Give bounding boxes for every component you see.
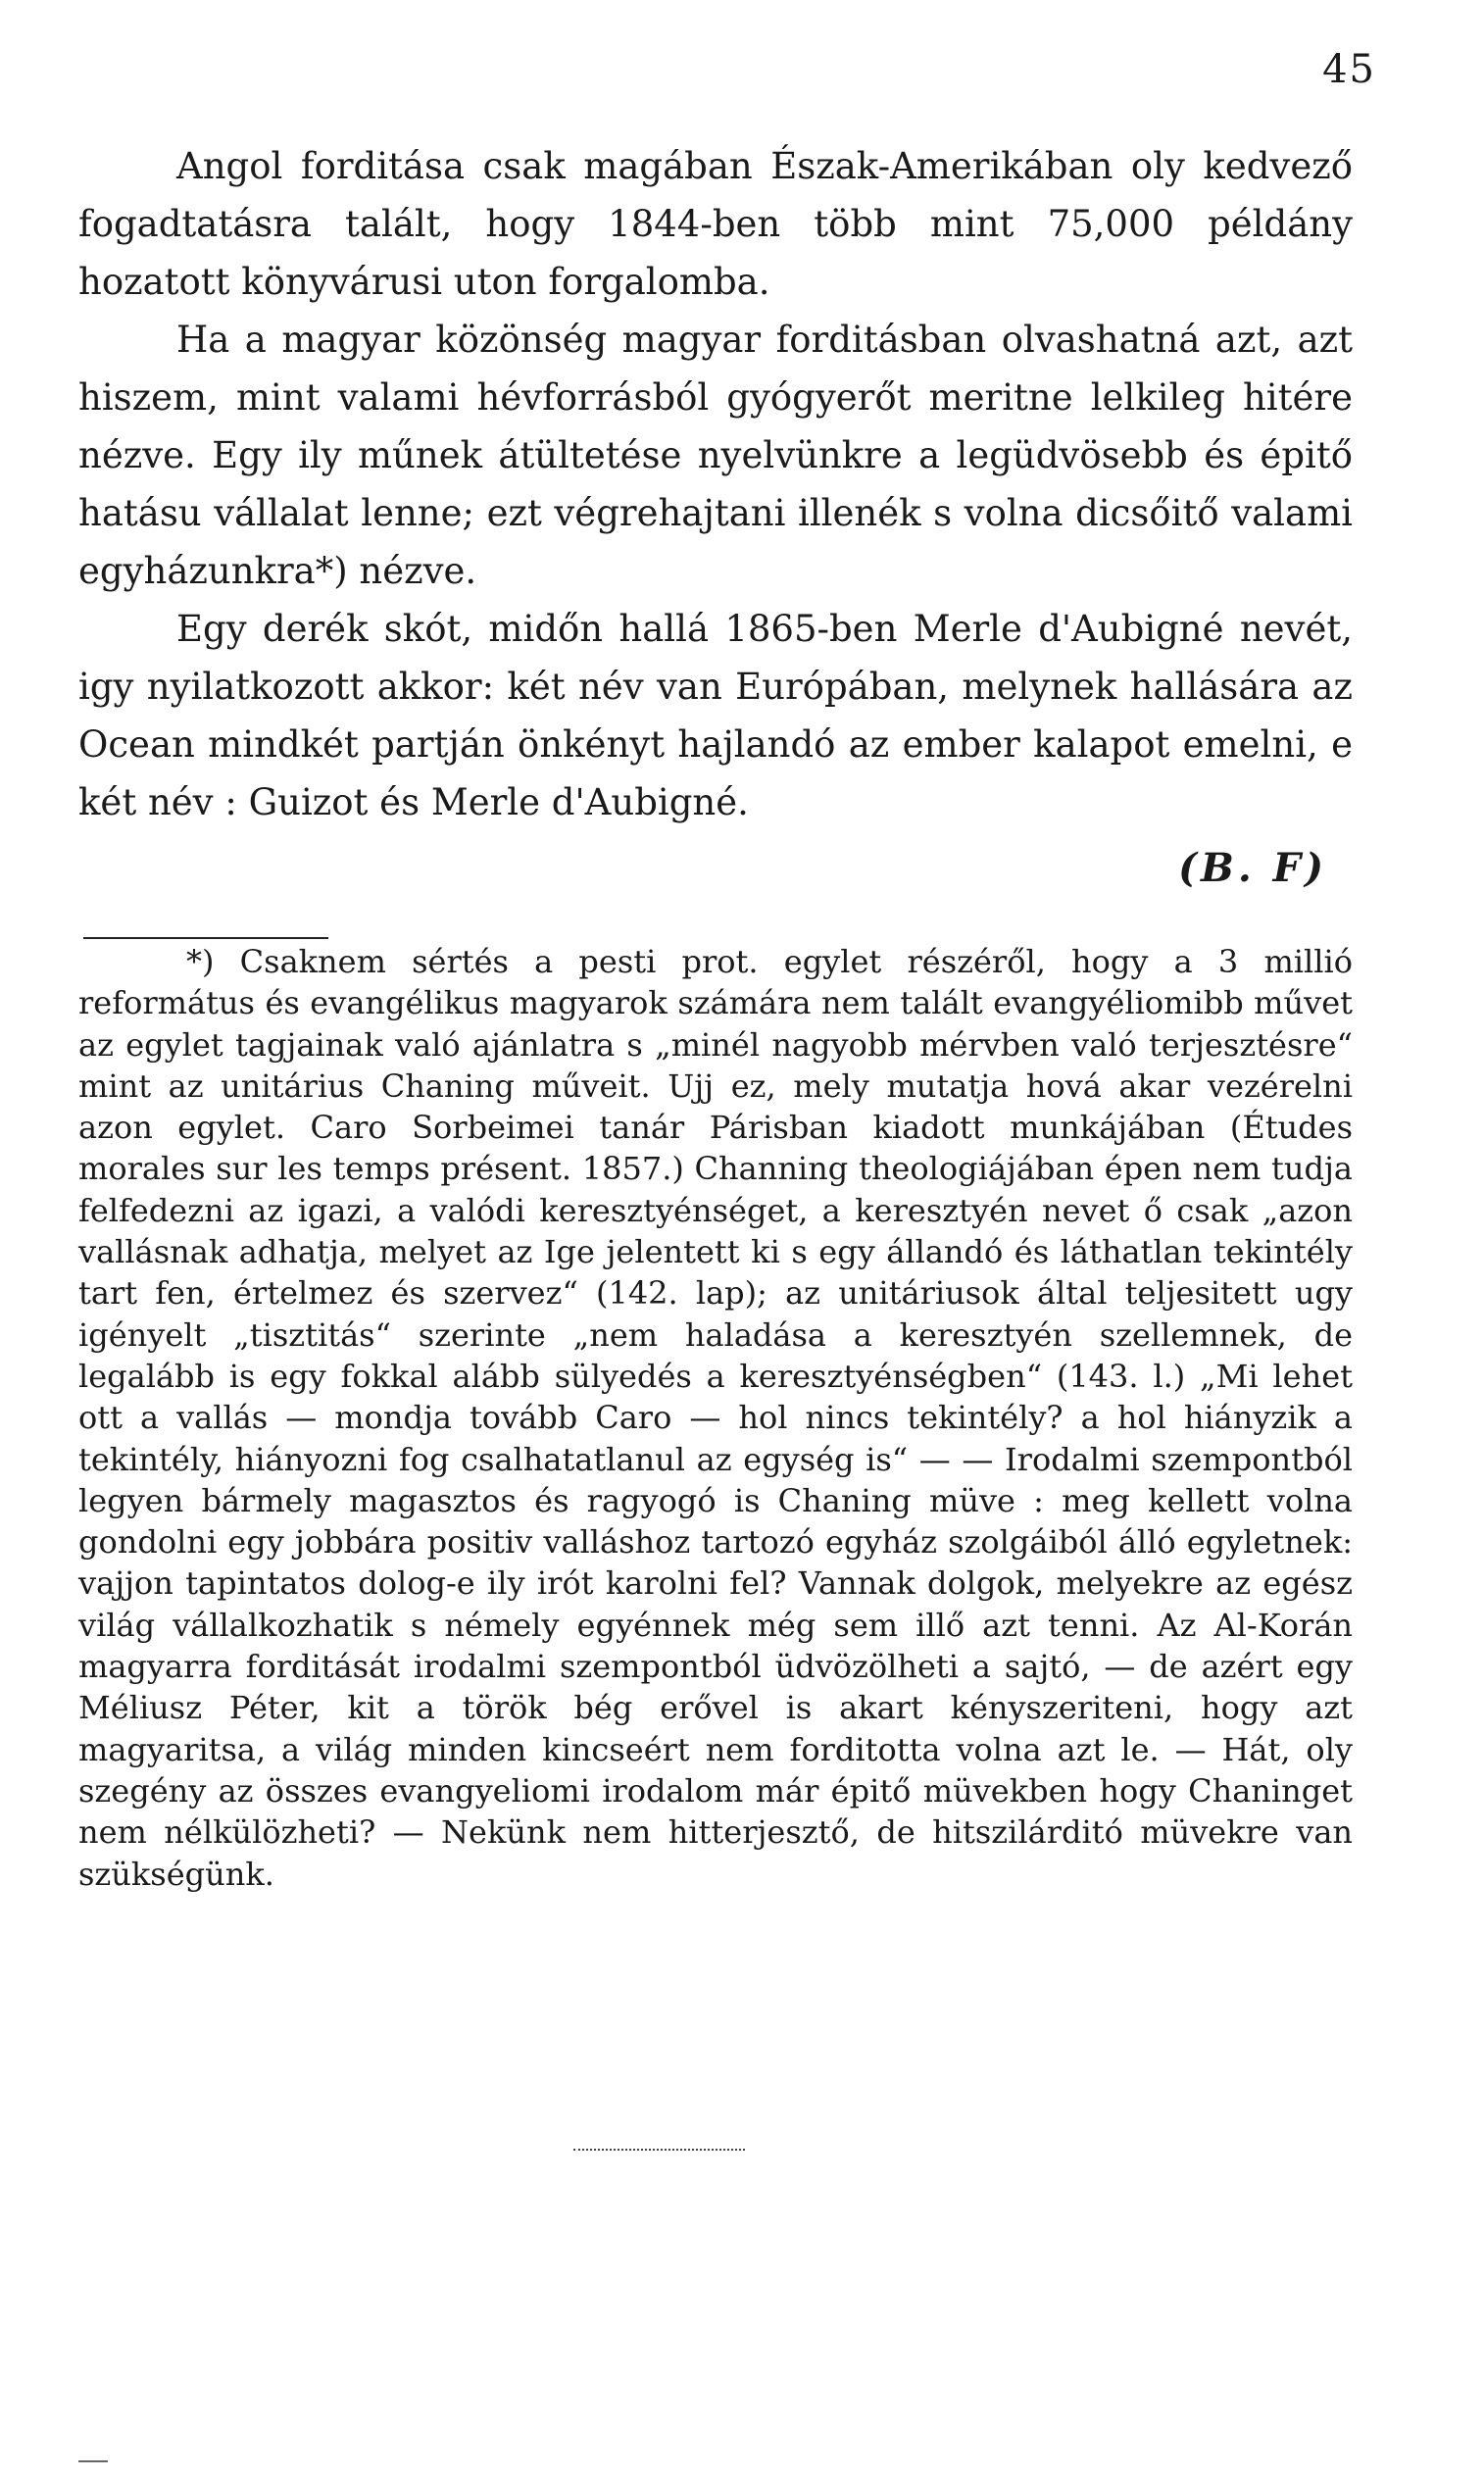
edge-mark (78, 2460, 108, 2462)
body-paragraph: Egy derék skót, midőn hallá 1865-ben Merle d'Aubigné nevét, igy nyilatkozott akkor: két név van Európában, melynek hallására az Ocean mindkét partján önkényt hajlandó az ember kalapot emelni, e két név : Guizot és Merle d'Aubigné. (78, 608, 1353, 823)
body-paragraph: Angol forditása csak magában Észak-Amerikában oly kedvező fogadtatásra talált, hogy 1844-ben több mint 75,000 példány hozatott könyvárusi uton forgalomba. (78, 145, 1353, 303)
page-number: 45 (1322, 47, 1376, 92)
body-paragraph: Ha a magyar közönség magyar forditásban olvashatná azt, azt hiszem, mint valami hévforrásból gyógyerőt meritne lelkileg hitére nézve. Egy ily műnek átültetése nyelvünkre a legüdvösebb és épitő hatásu vállalat lenne; ezt végrehajtani illenék s volna dicsőitő valami egyházunkra*) nézve. (78, 319, 1353, 592)
author-signature: (B. F) (1178, 845, 1327, 891)
footnote-text: *) Csaknem sértés a pesti prot. egylet részéről, hogy a 3 millió református és evangélikus magyarok számára nem talált evangyéliomibb művet az egylet tagjainak való ajánlatra s „minél nagyobb mérvben való terjesztésre“ mint az unitárius Chaning műveit. Ujj ez, mely mutatja hová akar vezérelni azon egylet. Caro Sorbeimei tanár Párisban kiadott munkájában (Études morales sur les temps présent. 1857.) Channing theologiájában épen nem tudja felfedezni az igazi, a valódi keresztyénséget, a keresztyén nevet ő csak „azon vallásnak adhatja, melyet az Ige jelentett ki s egy állandó és láthatlan tekintély tart fen, értelmez és szervez“ (142. lap); az unitáriusok által teljesitett ugy igényelt „tisztitás“ szerinte „nem haladása a keresztyén szellemnek, de legalább is egy fokkal alább sülyedés a keresztyénségben“ (143. l.) „Mi lehet ott a vallás — mondja tovább Caro — hol nincs tekintély? a hol hiányzik a tekintély, hiányozni fog csalhatatlanul az egység is“ — — Irodalmi szempontból legyen bármely magasztos és ragyogó is Chaning müve : meg kellett volna gondolni egy jobbára positiv valláshoz tartozó egyház szolgáiból álló egyletnek: vajjon tapintatos dolog-e ily irót karolni fel? Vannak dolgok, melyekre az egész világ vállalkozhatik s némely egyénnek még sem illő azt tenni. Az Al-Korán magyarra forditását irodalmi szempontból üdvözölheti a sajtó, — de azért egy Méliusz Péter, kit a török bég erővel is akart kényszeriteni, hogy azt magyaritsa, a világ minden kincseért nem forditotta volna azt le. — Hát, oly szegény az összes evangyeliomi irodalom már épitő müvekben hogy Chaninget nem nélkülözheti? — Nekünk nem hitterjesztő, de hitszilárditó müvekre van szükségünk. (78, 943, 1353, 1893)
main-text (78, 137, 1353, 831)
end-divider (573, 2149, 745, 2151)
footnote-separator (83, 937, 328, 939)
footnote (78, 941, 1353, 1895)
